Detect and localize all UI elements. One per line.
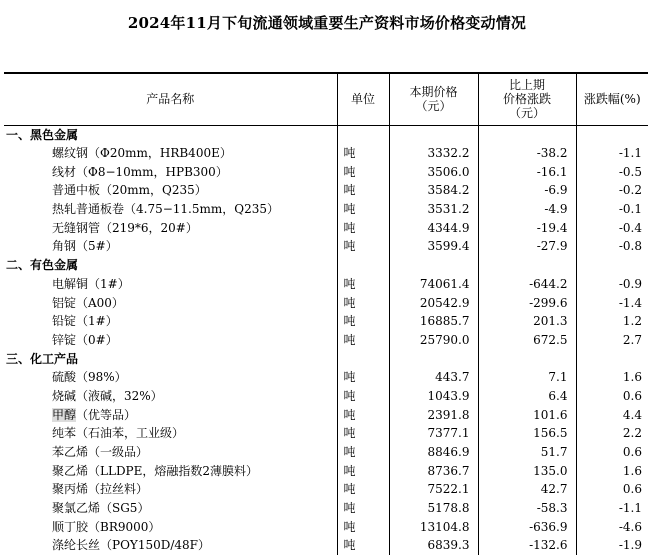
price-cell: 20542.9 — [389, 293, 478, 312]
pct-cell: 0.6 — [576, 480, 648, 499]
category-label: 一、黑色金属 — [6, 127, 79, 142]
change-cell: -299.6 — [478, 293, 576, 312]
unit-cell: 吨 — [337, 200, 389, 219]
category-row — [4, 349, 648, 368]
pct-cell: 0.6 — [576, 387, 648, 406]
price-cell: 3332.2 — [389, 144, 478, 163]
price-cell: 16885.7 — [389, 312, 478, 331]
unit-cell — [337, 256, 389, 275]
pct-cell: -0.4 — [576, 218, 648, 237]
product-name — [4, 405, 337, 424]
product-name: 角钢（5#） — [52, 239, 118, 254]
unit-cell: 吨 — [337, 144, 389, 163]
price-cell: 8846.9 — [389, 443, 478, 462]
category-label: 三、化工产品 — [6, 351, 79, 366]
change-cell: -27.9 — [478, 237, 576, 256]
change-cell: -38.2 — [478, 144, 576, 163]
category-label: 二、有色金属 — [6, 258, 79, 273]
header-unit: 单位 — [337, 73, 389, 125]
pct-cell: -0.9 — [576, 275, 648, 294]
price-cell: 3531.2 — [389, 200, 478, 219]
change-cell: -636.9 — [478, 517, 576, 536]
pct-cell: -1.1 — [576, 144, 648, 163]
product-name: 螺纹钢（Φ20mm，HRB400E） — [52, 146, 232, 161]
change-cell: 135.0 — [478, 461, 576, 480]
product-name: 聚氯乙烯（SG5） — [52, 501, 150, 516]
pct-cell: -0.2 — [576, 181, 648, 200]
category-row — [4, 125, 648, 144]
price-cell: 25790.0 — [389, 331, 478, 350]
unit-cell: 吨 — [337, 536, 389, 555]
product-name: 聚丙烯（拉丝料） — [52, 482, 149, 497]
product-name: 锌锭（0#） — [52, 332, 118, 347]
unit-cell: 吨 — [337, 517, 389, 536]
change-cell: 51.7 — [478, 443, 576, 462]
pct-cell: -1.4 — [576, 293, 648, 312]
price-cell: 5178.8 — [389, 499, 478, 518]
pct-cell: -4.6 — [576, 517, 648, 536]
header-change-line1: 比上期 — [508, 78, 545, 93]
pct-cell: -0.1 — [576, 200, 648, 219]
price-cell: 6839.3 — [389, 536, 478, 555]
table-row — [4, 275, 648, 294]
table-row — [4, 536, 648, 555]
pct-cell: 2.7 — [576, 331, 648, 350]
change-cell — [478, 125, 576, 144]
unit-cell: 吨 — [337, 331, 389, 350]
change-cell: -58.3 — [478, 499, 576, 518]
change-cell: -16.1 — [478, 162, 576, 181]
pct-cell: -1.9 — [576, 536, 648, 555]
pct-cell: -0.8 — [576, 237, 648, 256]
product-name: 聚乙烯（LLDPE，熔融指数2薄膜料） — [52, 463, 259, 478]
pct-cell — [576, 349, 648, 368]
table-row — [4, 517, 648, 536]
unit-cell: 吨 — [337, 181, 389, 200]
unit-cell: 吨 — [337, 387, 389, 406]
product-name: 电解铜（1#） — [52, 276, 130, 291]
change-cell: 156.5 — [478, 424, 576, 443]
table-row — [4, 200, 648, 219]
table-row — [4, 237, 648, 256]
header-price-line2: （元） — [415, 99, 452, 114]
product-name: 硫酸（98%） — [52, 370, 127, 385]
pct-cell: 1.6 — [576, 368, 648, 387]
change-cell: -19.4 — [478, 218, 576, 237]
price-cell — [389, 125, 478, 144]
header-price-line1: 本期价格 — [409, 85, 458, 100]
table-row — [4, 218, 648, 237]
table-row — [4, 162, 648, 181]
price-cell: 1043.9 — [389, 387, 478, 406]
header-current-price — [389, 73, 478, 125]
unit-cell: 吨 — [337, 218, 389, 237]
unit-cell: 吨 — [337, 461, 389, 480]
header-product-name: 产品名称 — [4, 73, 337, 125]
unit-cell: 吨 — [337, 405, 389, 424]
pct-cell: 1.6 — [576, 461, 648, 480]
unit-cell — [337, 125, 389, 144]
price-cell: 13104.8 — [389, 517, 478, 536]
unit-cell: 吨 — [337, 293, 389, 312]
change-cell: 6.4 — [478, 387, 576, 406]
price-cell — [389, 349, 478, 368]
product-name: 无缝钢管（219*6，20#） — [52, 220, 198, 235]
product-name: 纯苯（石油苯，工业级） — [52, 426, 185, 441]
pct-cell: 2.2 — [576, 424, 648, 443]
product-name: 顺丁胶（BR9000） — [52, 519, 161, 534]
header-change-line2: 价格涨跌 — [502, 92, 551, 107]
unit-cell: 吨 — [337, 312, 389, 331]
price-cell: 2391.8 — [389, 405, 478, 424]
price-cell: 7377.1 — [389, 424, 478, 443]
unit-cell: 吨 — [337, 443, 389, 462]
price-table — [4, 72, 648, 555]
product-name: 苯乙烯（一级品） — [52, 445, 149, 460]
pct-cell: 4.4 — [576, 405, 648, 424]
category-row — [4, 256, 648, 275]
unit-cell: 吨 — [337, 368, 389, 387]
price-cell: 443.7 — [389, 368, 478, 387]
table-row — [4, 443, 648, 462]
change-cell: 672.5 — [478, 331, 576, 350]
product-name: 铝锭（A00） — [52, 295, 124, 310]
table-row — [4, 405, 648, 424]
table-header — [4, 73, 648, 125]
table-row — [4, 181, 648, 200]
table-row — [4, 480, 648, 499]
table-row — [4, 144, 648, 163]
header-change-pct: 涨跌幅(%) — [576, 73, 648, 125]
price-cell: 8736.7 — [389, 461, 478, 480]
highlighted-text: 甲醇 — [52, 407, 77, 422]
change-cell — [478, 349, 576, 368]
product-name: 铅锭（1#） — [52, 314, 118, 329]
price-cell: 3584.2 — [389, 181, 478, 200]
change-cell: 101.6 — [478, 405, 576, 424]
table-row — [4, 293, 648, 312]
product-name: 线材（Φ8−10mm，HPB300） — [52, 164, 228, 179]
product-name: 涤纶长丝（POY150D/48F） — [52, 538, 210, 553]
table-row — [4, 312, 648, 331]
unit-cell: 吨 — [337, 480, 389, 499]
change-cell: -6.9 — [478, 181, 576, 200]
table-row — [4, 331, 648, 350]
unit-cell: 吨 — [337, 162, 389, 181]
change-cell: 7.1 — [478, 368, 576, 387]
change-cell — [478, 256, 576, 275]
header-price-change — [478, 73, 576, 125]
product-name: 烧碱（液碱，32%） — [52, 388, 163, 403]
table-row — [4, 461, 648, 480]
unit-cell: 吨 — [337, 499, 389, 518]
pct-cell: -1.1 — [576, 499, 648, 518]
change-cell: -644.2 — [478, 275, 576, 294]
change-cell: 201.3 — [478, 312, 576, 331]
product-name: 普通中板（20mm，Q235） — [52, 183, 207, 198]
pct-cell: -0.5 — [576, 162, 648, 181]
product-name: 热轧普通板卷（4.75−11.5mm，Q235） — [52, 202, 279, 217]
change-cell: -132.6 — [478, 536, 576, 555]
pct-cell — [576, 125, 648, 144]
change-cell: -4.9 — [478, 200, 576, 219]
price-cell: 4344.9 — [389, 218, 478, 237]
price-cell: 3506.0 — [389, 162, 478, 181]
unit-cell: 吨 — [337, 424, 389, 443]
pct-cell: 1.2 — [576, 312, 648, 331]
unit-cell: 吨 — [337, 237, 389, 256]
price-cell: 74061.4 — [389, 275, 478, 294]
price-cell: 7522.1 — [389, 480, 478, 499]
table-row — [4, 499, 648, 518]
table-row — [4, 387, 648, 406]
page-title: 2024年11月下旬流通领域重要生产资料市场价格变动情况 — [127, 14, 527, 32]
price-cell — [389, 256, 478, 275]
header-change-line3: （元） — [508, 106, 545, 121]
table-body — [4, 125, 648, 555]
product-name-rest: （优等品） — [76, 407, 137, 422]
unit-cell — [337, 349, 389, 368]
table-row — [4, 424, 648, 443]
price-cell: 3599.4 — [389, 237, 478, 256]
change-cell: 42.7 — [478, 480, 576, 499]
pct-cell: 0.6 — [576, 443, 648, 462]
pct-cell — [576, 256, 648, 275]
table-row — [4, 368, 648, 387]
unit-cell: 吨 — [337, 275, 389, 294]
